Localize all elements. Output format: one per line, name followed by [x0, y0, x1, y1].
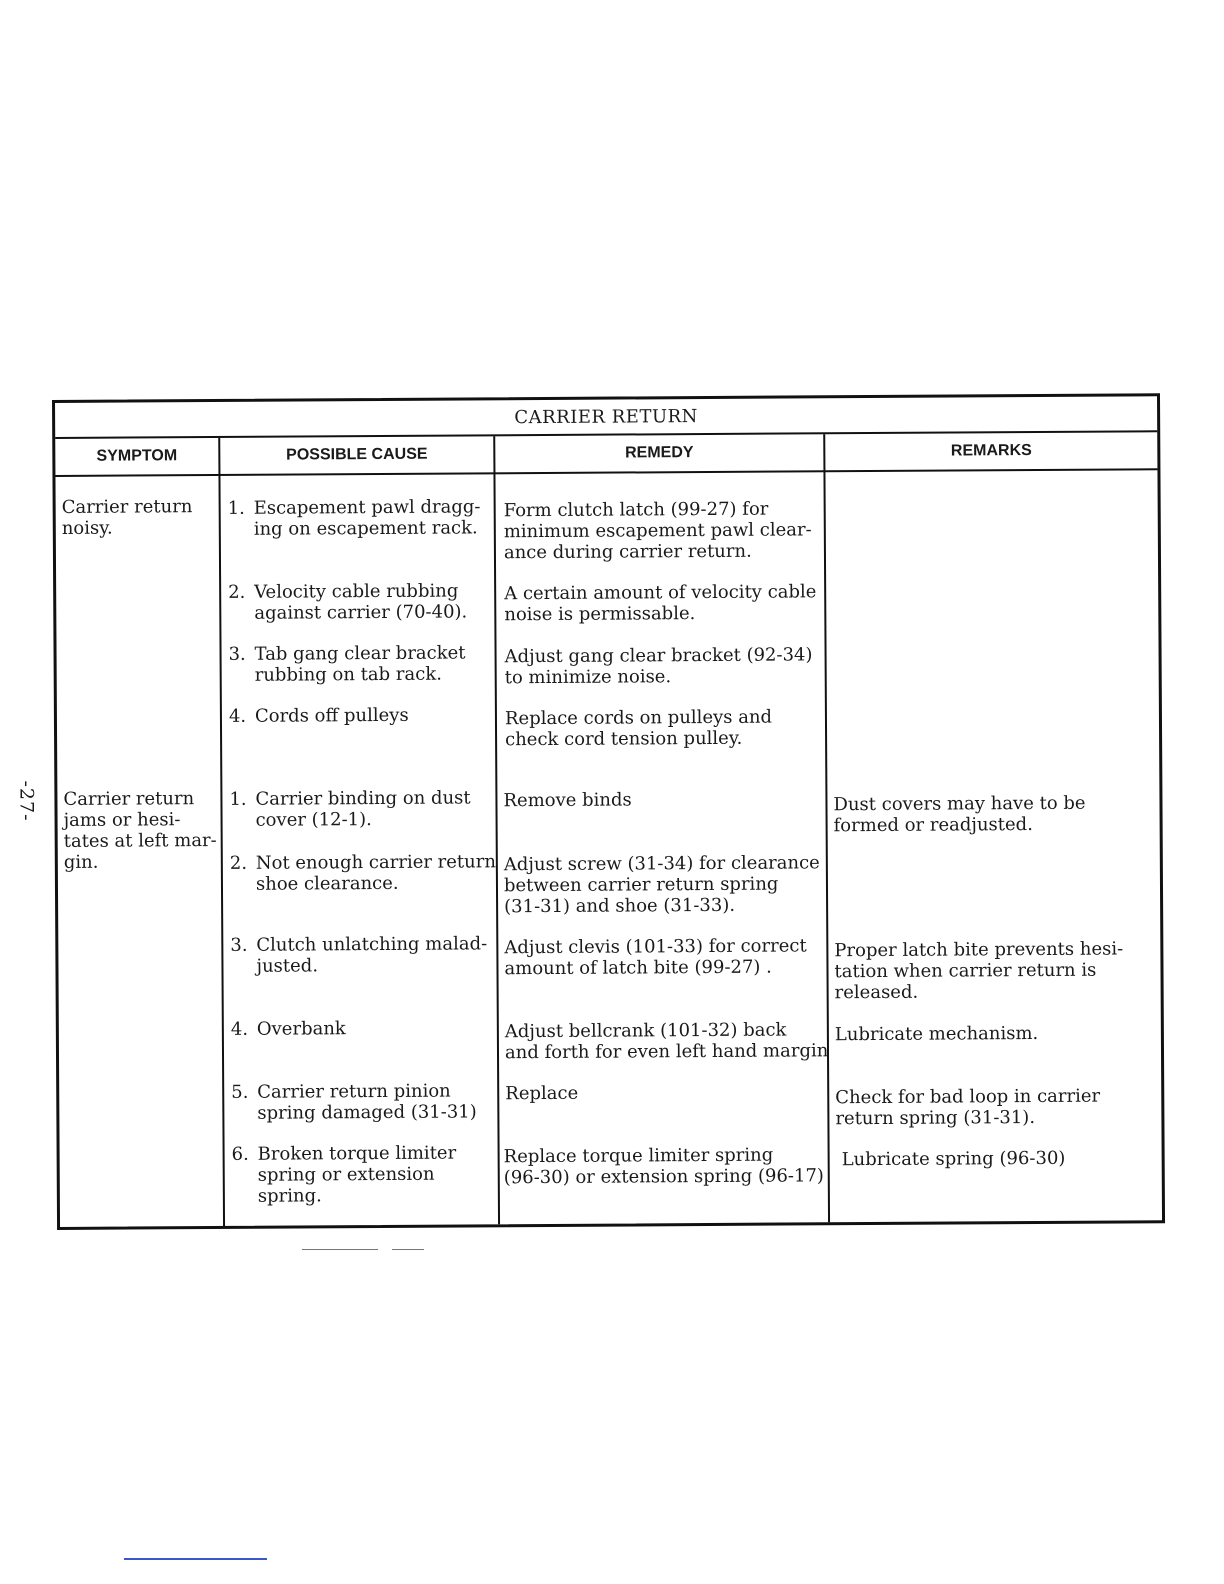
- cause-cell: 3. Tab gang clear bracket rubbing on tab rack.: [228, 642, 466, 686]
- table-header-row: [55, 432, 1157, 477]
- remarks-cell: Check for bad loop in carrier return spring (31-31).: [835, 1085, 1101, 1130]
- table-title: CARRIER RETURN: [55, 396, 1157, 439]
- cause-cell: 2. Not enough carrier return shoe clearance.: [229, 851, 496, 895]
- page-number: -27-: [15, 780, 38, 822]
- cause-cell: 4. Cords off pulleys: [228, 704, 409, 727]
- symptom-cell: Carrier return jams or hesi- tates at left mar- gin.: [63, 788, 217, 873]
- remedy-cell: Adjust bellcrank (101-32) back and forth for even left hand margin: [504, 1019, 829, 1064]
- remedy-cell: Form clutch latch (99-27) for minimum escapement pawl clear- ance during carrier return.: [503, 498, 812, 564]
- header-remedy: REMEDY: [625, 444, 694, 462]
- remarks-cell: Lubricate mechanism.: [834, 1022, 1039, 1046]
- header-possible-cause: POSSIBLE CAUSE: [286, 445, 428, 464]
- header-symptom: SYMPTOM: [96, 447, 178, 465]
- cause-cell: 6. Broken torque limiter spring or extension spring.: [231, 1142, 457, 1207]
- troubleshooting-table: [52, 393, 1165, 1230]
- remedy-cell: Remove binds: [503, 789, 632, 812]
- remedy-cell: Adjust gang clear bracket (92-34) to minimize noise.: [504, 644, 813, 689]
- remarks-cell: Lubricate spring (96-30): [841, 1147, 1066, 1171]
- remedy-cell: Adjust clevis (101-33) for correct amount of latch bite (99-27) .: [504, 935, 807, 980]
- cause-cell: 1. Escapement pawl dragg- ing on escapement rack.: [227, 496, 481, 540]
- remedy-cell: Replace: [505, 1082, 579, 1105]
- column-divider: [823, 434, 830, 1222]
- column-divider: [493, 436, 500, 1224]
- header-remarks: REMARKS: [950, 442, 1032, 460]
- cause-cell: 3. Clutch unlatching malad- justed.: [230, 933, 488, 977]
- cause-cell: 2. Velocity cable rubbing against carrier (70-40).: [228, 580, 468, 624]
- footer-rule: [124, 1558, 267, 1560]
- cause-cell: 4. Overbank: [230, 1018, 346, 1040]
- symptom-cell: Carrier return noisy.: [61, 496, 193, 539]
- remarks-cell: Dust covers may have to be formed or readjusted.: [833, 792, 1086, 837]
- remedy-cell: Adjust screw (31-34) for clearance between carrier return spring (31-31) and shoe (31-33).: [503, 852, 820, 918]
- scan-mark: [392, 1249, 424, 1250]
- remedy-cell: Replace torque limiter spring (96-30) or extension spring (96-17): [503, 1144, 824, 1189]
- cause-cell: 1. Carrier binding on dust cover (12-1).: [229, 787, 471, 831]
- remarks-cell: Proper latch bite prevents hesi- tation when carrier return is released.: [834, 938, 1124, 1004]
- remedy-cell: A certain amount of velocity cable noise is permissable.: [504, 581, 817, 626]
- column-divider: [218, 438, 225, 1226]
- remedy-cell: Replace cords on pulleys and check cord tension pulley.: [504, 706, 773, 751]
- cause-cell: 5. Carrier return pinion spring damaged (31-31): [231, 1080, 477, 1124]
- scan-mark: [302, 1249, 378, 1250]
